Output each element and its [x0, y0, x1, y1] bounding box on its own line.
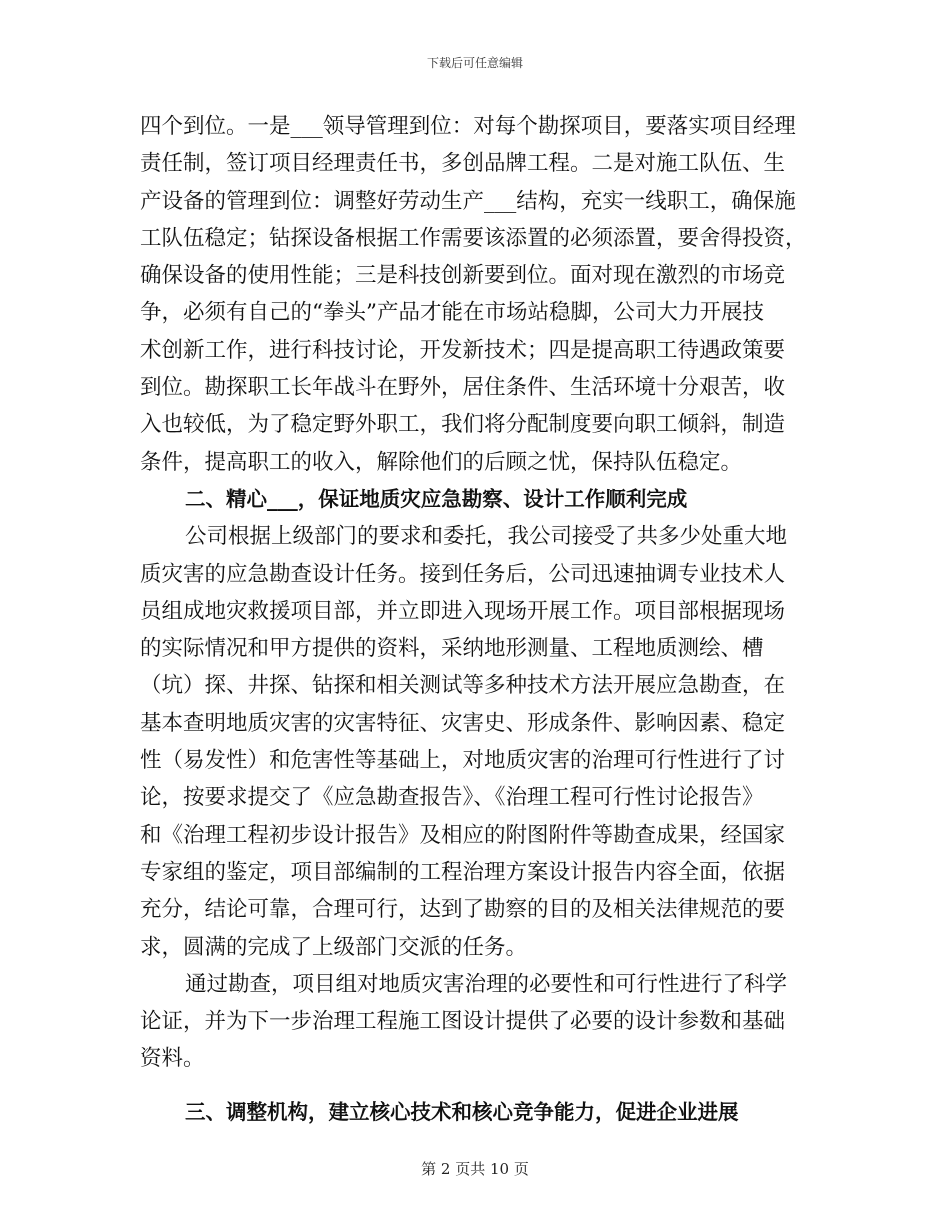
paragraph-line: 的实际情况和甲方提供的资料，采纳地形测量、工程地质测绘、槽	[140, 636, 764, 662]
page-header: 下载后可任意编辑	[426, 56, 523, 70]
paragraph-line: 公司根据上级部门的要求和委托，我公司接受了共多少处重大地	[185, 524, 788, 550]
page-footer: 第 2 页共 10 页	[421, 1160, 529, 1178]
document-body	[140, 108, 810, 1131]
paragraph-line: 通过勘查，项目组对地质灾害治理的必要性和可行性进行了科学	[185, 971, 788, 997]
paragraph-line: 和《治理工程初步设计报告》及相应的附图附件等勘查成果，经国家	[140, 822, 786, 848]
paragraph-line: 员组成地灾救援项目部，并立即进入现场开展工作。项目部根据现场	[140, 598, 786, 624]
paragraph-line: （坑）探、井探、钻探和相关测试等多种技术方法开展应急勘查，在	[140, 673, 786, 699]
paragraph-line: 论证，并为下一步治理工程施工图设计提供了必要的设计参数和基础	[140, 1009, 786, 1035]
paragraph-line: 专家组的鉴定，项目部编制的工程治理方案设计报告内容全面，依据	[140, 859, 786, 885]
paragraph-line: 责任制，签订项目经理责任书，多创品牌工程。二是对施工队伍、生	[140, 151, 786, 177]
paragraph-line: 产设备的管理到位：调整好劳动生产___结构，充实一线职工，确保施	[140, 188, 796, 214]
paragraph-line: 四个到位。一是___领导管理到位：对每个勘探项目，要落实项目经理	[140, 114, 796, 139]
paragraph-line: 确保设备的使用性能；三是科技创新要到位。面对现在激烈的市场竞	[140, 263, 786, 289]
paragraph-line: 论，按要求提交了《应急勘查报告》、《治理工程可行性讨论报告》	[140, 785, 764, 811]
paragraph-line: 术创新工作，进行科技讨论，开发新技术；四是提高职工待遇政策要	[140, 337, 786, 363]
section-heading: 二、精心___，保证地质灾应急勘察、设计工作顺利完成	[185, 486, 688, 511]
paragraph-line: 性（易发性）和危害性等基础上，对地质灾害的治理可行性进行了讨	[140, 748, 786, 774]
section-heading: 三、调整机构，建立核心技术和核心竞争能力，促进企业进展	[185, 1099, 739, 1124]
paragraph-line: 充分，结论可靠，合理可行，达到了勘察的目的及相关法律规范的要	[140, 897, 786, 923]
paragraph-line: 争，必须有自己的“拳头”产品才能在市场站稳脚，公司大力开展技	[140, 300, 764, 326]
paragraph-line: 求，圆满的完成了上级部门交派的任务。	[140, 934, 528, 960]
paragraph-line: 工队伍稳定；钻探设备根据工作需要该添置的必须添置，要舍得投资，	[140, 225, 807, 251]
paragraph-line: 条件，提高职工的收入，解除他们的后顾之忧，保持队伍稳定。	[140, 449, 743, 475]
paragraph-line: 入也较低，为了稳定野外职工，我们将分配制度要向职工倾斜，制造	[140, 412, 786, 438]
paragraph-line: 质灾害的应急勘查设计任务。接到任务后，公司迅速抽调专业技术人	[140, 561, 786, 587]
paragraph-line: 资料。	[140, 1046, 205, 1072]
paragraph-line: 到位。勘探职工长年战斗在野外，居住条件、生活环境十分艰苦，收	[140, 375, 786, 401]
paragraph-line: 基本查明地质灾害的灾害特征、灾害史、形成条件、影响因素、稳定	[140, 710, 786, 736]
